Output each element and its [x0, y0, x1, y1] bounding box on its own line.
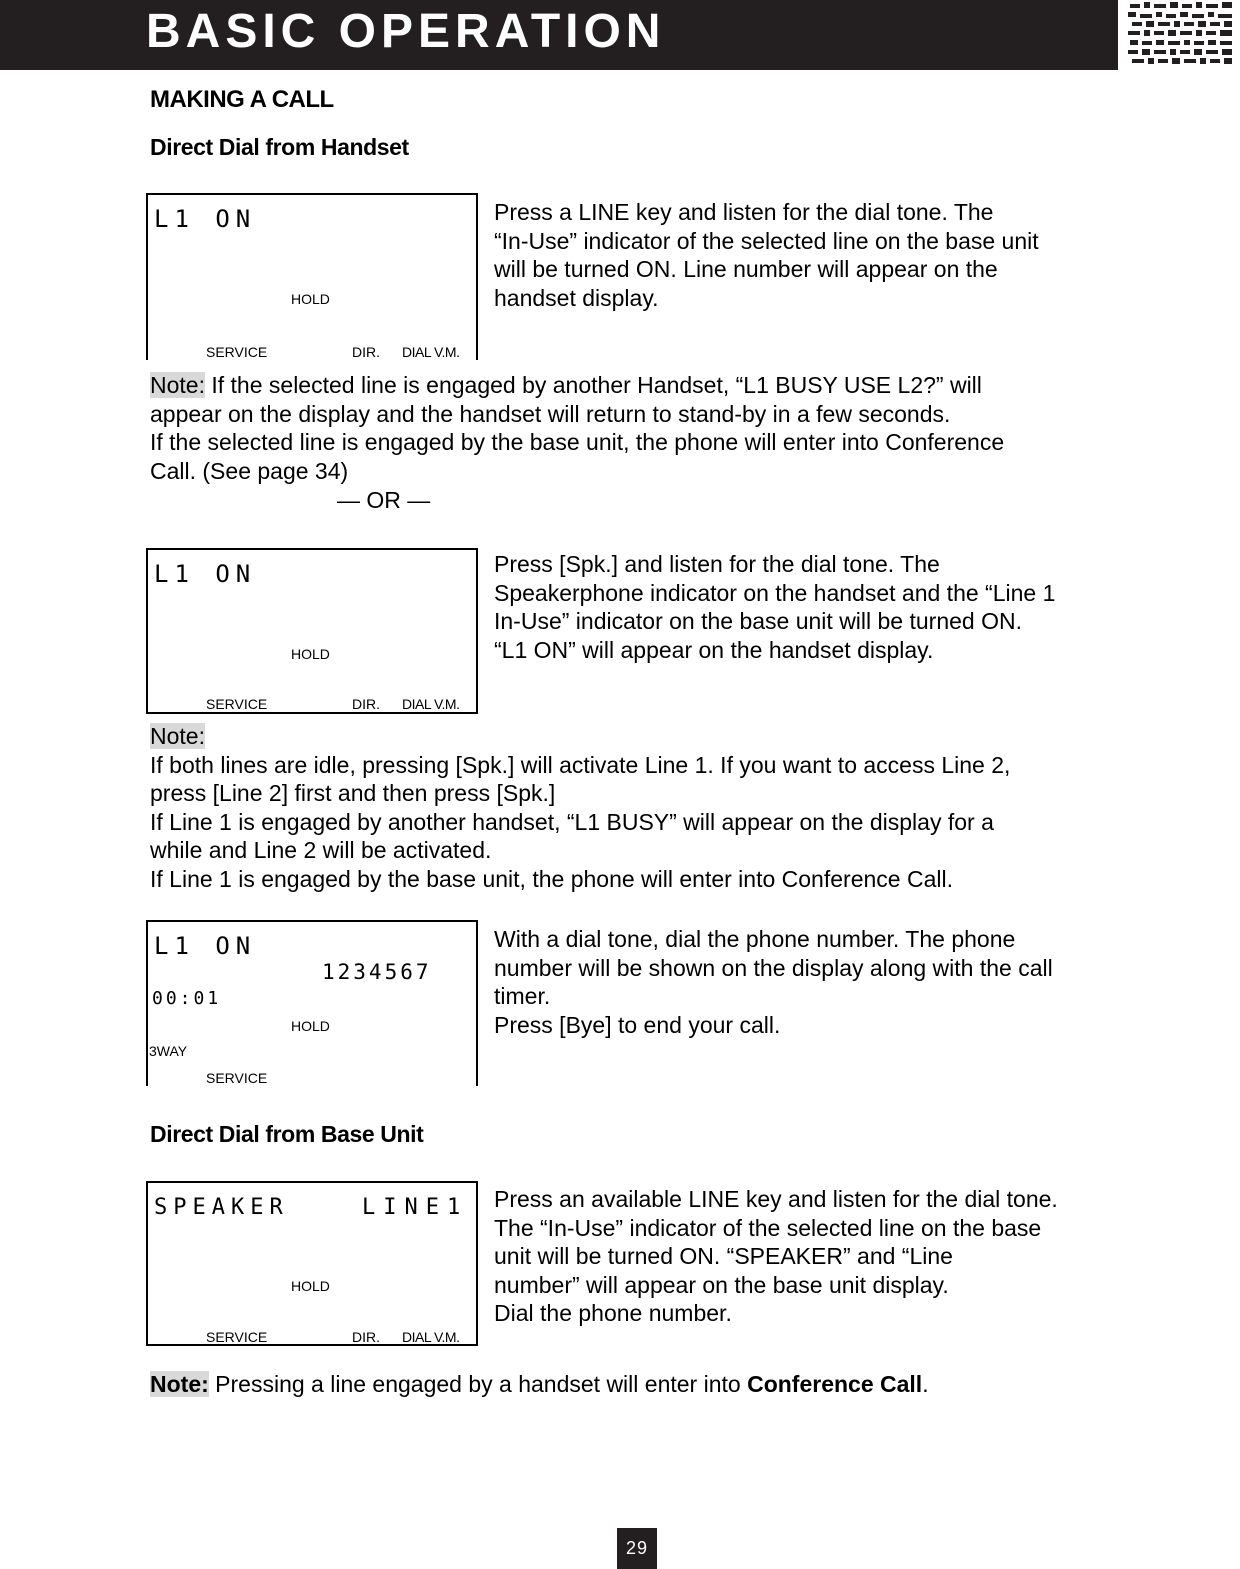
note-1: Note: If the selected line is engaged by another Handset, “L1 BUSY USE L2?” will appear on the display and the handset will return to stand-by in a few seconds. If the selected line is engaged by the base unit, the phone will enter into Conference Call. (See page 34): [150, 372, 1005, 484]
step-1-text: Press a LINE key and listen for the dial tone. The “In-Use” indicator of the selected line on the base unit will be turned ON. Line number will appear on the handset display.: [494, 199, 1039, 311]
lcd-line-number: LINE1: [362, 1195, 469, 1220]
lcd-line-status: L1 ON: [154, 932, 257, 960]
lcd-hold-label: HOLD: [291, 1278, 330, 1294]
page-title: BASIC OPERATION: [146, 5, 666, 58]
lcd-3way-label: 3WAY: [149, 1043, 188, 1059]
lcd-dir-label: DIR.: [352, 344, 380, 360]
lcd-display: [146, 548, 478, 714]
lcd-service-label: SERVICE: [206, 696, 268, 712]
lcd-dial-vm-label: DIAL V.M.: [402, 1329, 460, 1345]
step-2-text: Press [Spk.] and listen for the dial tone. The Speakerphone indicator on the handset and the “Line 1 In-Use” indicator on the base unit will be turned ON. “L1 ON” will appear on the handset display.: [494, 551, 1056, 663]
lcd-call-timer: 00:01: [152, 988, 222, 1009]
lcd-service-label: SERVICE: [206, 1070, 268, 1086]
subsection-title-handset: Direct Dial from Handset: [150, 134, 409, 160]
conference-call-emphasis: Conference Call: [747, 1371, 923, 1397]
lcd-dial-vm-label: DIAL V.M.: [402, 344, 460, 360]
lcd-display: [146, 920, 478, 1086]
note-label: Note:: [150, 1371, 209, 1397]
lcd-line-status: L1 ON: [154, 560, 257, 588]
lcd-display: [146, 193, 478, 360]
lcd-dialed-number: 1234567: [322, 960, 432, 984]
lcd-dial-vm-label: DIAL V.M.: [402, 696, 460, 712]
lcd-dir-label: DIR.: [352, 1329, 380, 1345]
step-3-text: With a dial tone, dial the phone number. The phone number will be shown on the display along with the call timer. Press [Bye] to end your call.: [494, 926, 1053, 1038]
lcd-speaker-label: SPEAKER: [154, 1195, 289, 1220]
subsection-title-base: Direct Dial from Base Unit: [150, 1121, 424, 1147]
lcd-hold-label: HOLD: [291, 291, 330, 307]
section-title: MAKING A CALL: [150, 86, 334, 113]
page-number: 29: [617, 1528, 657, 1569]
decorative-pattern: [1126, 0, 1240, 70]
note-label: Note:: [150, 372, 205, 398]
or-separator: — OR —: [337, 487, 431, 513]
lcd-hold-label: HOLD: [291, 646, 330, 662]
note-label: Note:: [150, 723, 205, 749]
step-4-text: Press an available LINE key and listen for the dial tone. The “In-Use” indicator of the selected line on the base unit will be turned ON. “SPEAKER” and “Line number” will appear on the base unit display. Dial the phone number.: [494, 1186, 1058, 1326]
lcd-display: [146, 1181, 478, 1346]
lcd-service-label: SERVICE: [206, 344, 268, 360]
note-3: Note: Pressing a line engaged by a handset will enter into Conference Call.: [150, 1371, 929, 1397]
lcd-dir-label: DIR.: [352, 696, 380, 712]
lcd-line-status: L1 ON: [154, 205, 257, 233]
lcd-service-label: SERVICE: [206, 1329, 268, 1345]
lcd-hold-label: HOLD: [291, 1018, 330, 1034]
note-2: Note: If both lines are idle, pressing [Spk.] will activate Line 1. If you want to access Line 2, press [Line 2] first and then press [Spk.] If Line 1 is engaged by another handset, “L1 BUSY” will appear on the display for a while and Line 2 will be activated. If Line 1 is engaged by the base unit, the phone will enter into Conference Call.: [150, 723, 1011, 892]
